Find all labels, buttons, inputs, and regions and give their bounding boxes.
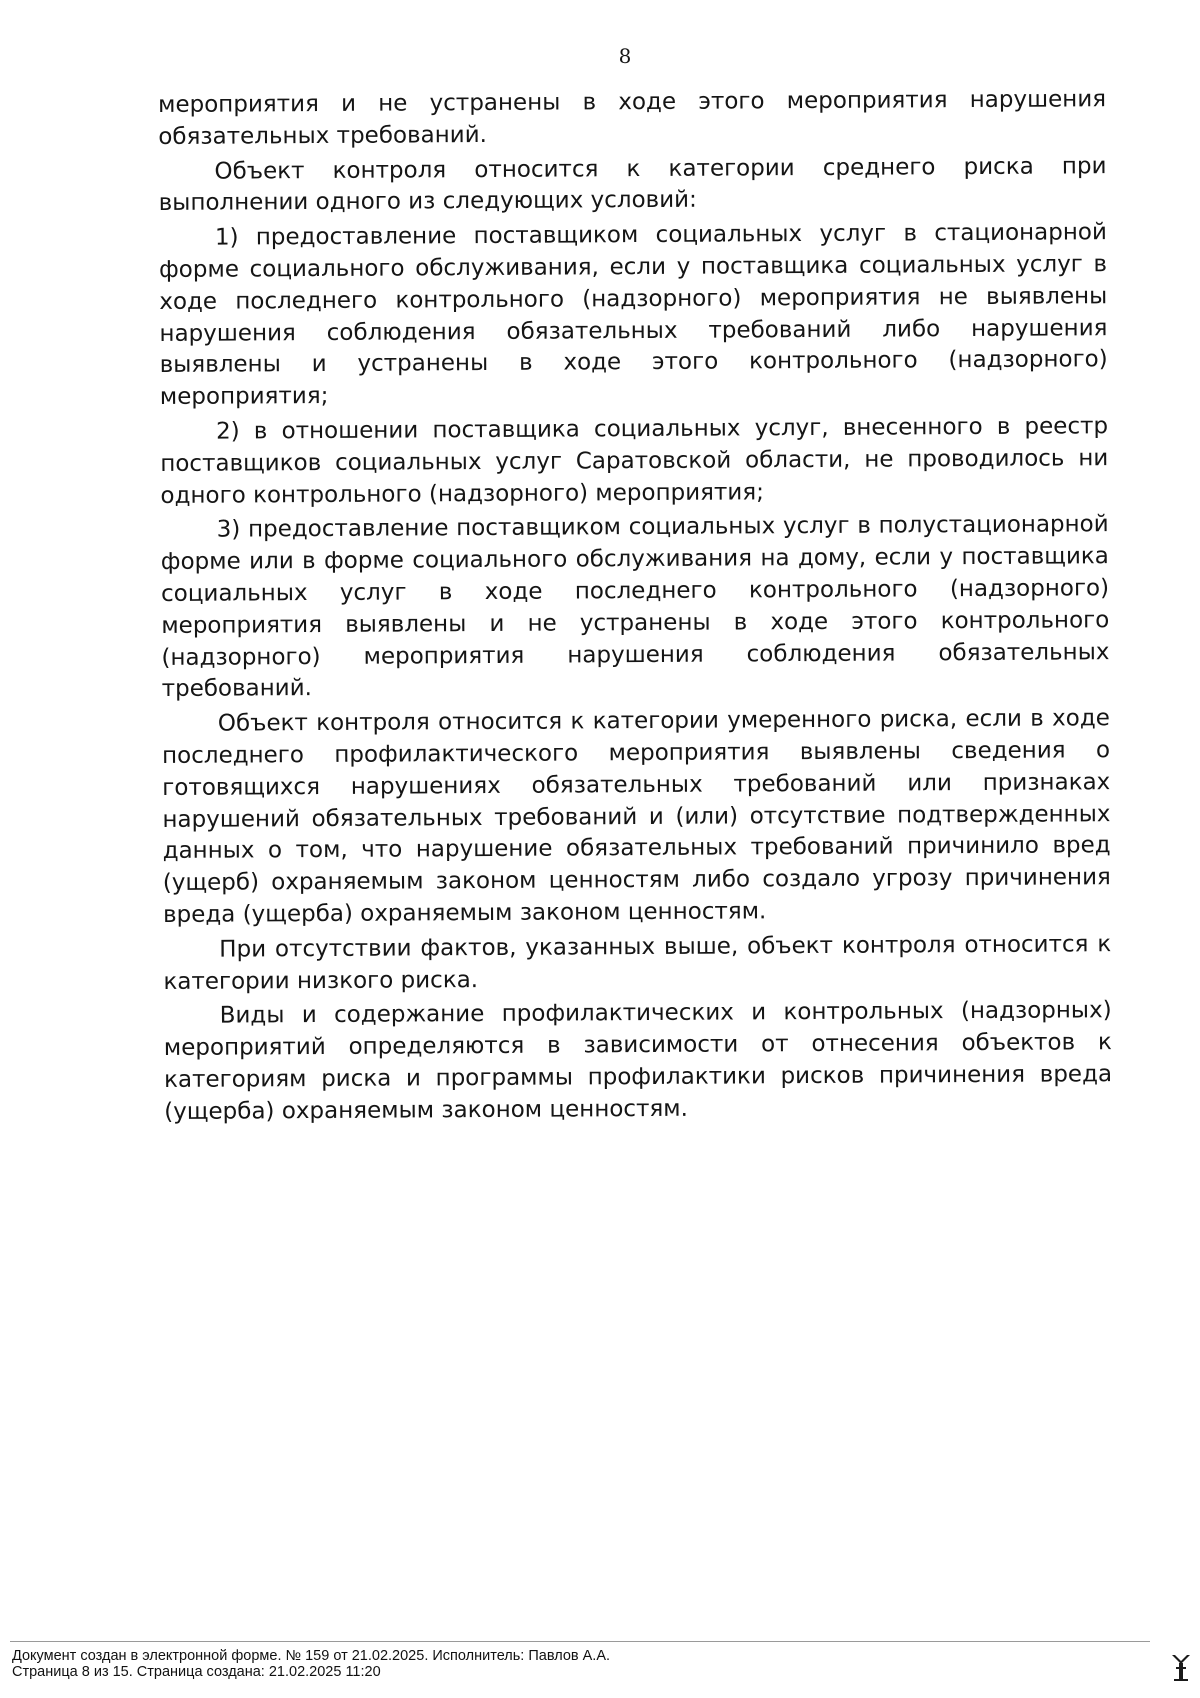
footer-page-info: Страница 8 из 15. Страница создана: 21.02.2025 11:20 — [12, 1664, 381, 1680]
page-number: 8 — [618, 44, 632, 68]
paragraph-condition-2: 2) в отношении поставщика социальных услуг, внесенного в реестр поставщиков социальных услуг Саратовской области, не проводилось ни одного контрольного (надзорного) мероприятия; — [160, 413, 1109, 509]
footer-document-info: Документ создан в электронной форме. № 159 от 21.02.2025. Исполнитель: Павлов А.А. — [12, 1648, 611, 1664]
paragraph-medium-risk-intro: Объект контроля относится к категории среднего риска при выполнении одного из следующих условий: — [158, 152, 1107, 217]
paragraph-moderate-risk: Объект контроля относится к категории умеренного риска, если в ходе последнего профилактического мероприятия выявлены сведения о готовящихся нарушениях обязательных требований или признаках нарушений обязательных требований и (или) отсутствие подтвержденных данных о том, что нарушение обязательных требований причинило вред (ущерб) охраняемым законом ценностям либо создало угрозу причинения вреда (ущерба) охраняемым законом ценностям. — [161, 705, 1111, 928]
document-body — [158, 84, 1112, 1131]
footer-divider — [10, 1641, 1150, 1642]
document-footer — [12, 1648, 610, 1680]
paragraph-low-risk: При отсутствии фактов, указанных выше, объект контроля относится к категории низкого риска. — [163, 930, 1112, 995]
paragraph-measures: Виды и содержание профилактических и контрольных (надзорных) мероприятий определяются в зависимости от отнесения объектов к категориям риска и программы профилактики рисков причинения вреда (ущерба) охраняемым законом ценностям. — [163, 997, 1113, 1125]
paragraph-continuation: мероприятия и не устранены в ходе этого мероприятия нарушения обязательных требований. — [158, 86, 1107, 150]
paragraph-condition-1: 1) предоставление поставщиком социальных услуг в стационарной форме социального обслуживания, если у поставщика социальных услуг в ходе последнего контрольного (надзорного) мероприятия не выявлены нарушения соблюдения обязательных требований либо нарушения выявлены и устранены в ходе этого контрольного (надзорного) мероприятия; — [159, 219, 1108, 411]
coat-of-arms-icon — [1170, 1652, 1192, 1682]
paragraph-condition-3: 3) предоставление поставщиком социальных услуг в полустационарной форме или в форме социального обслуживания на дому, если у поставщика социальных услуг в ходе последнего контрольного (надзорного) мероприятия выявлены и не устранены в ходе этого контрольного (надзорного) мероприятия нарушения соблюдения обязательных требований. — [160, 511, 1110, 703]
